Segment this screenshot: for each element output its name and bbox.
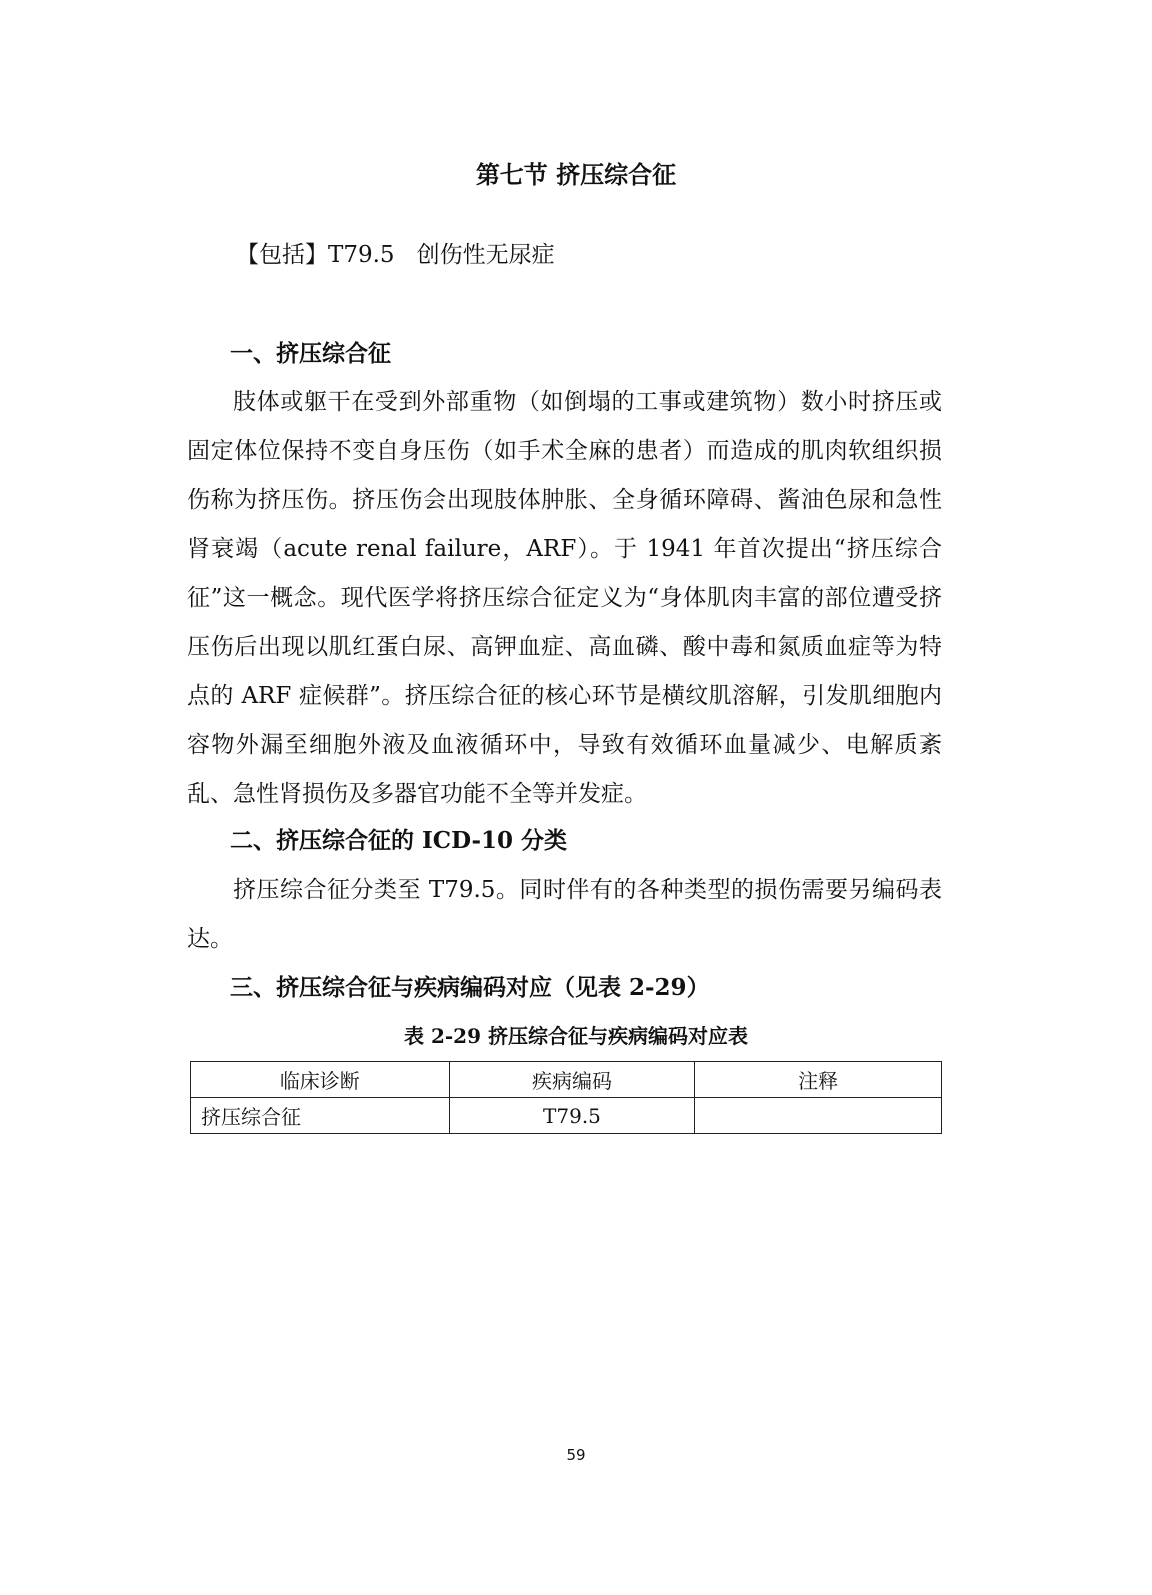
cell-notes xyxy=(695,1098,942,1134)
page-number: 59 xyxy=(566,1446,586,1464)
heading-overview: 一、挤压综合征 xyxy=(230,340,391,367)
heading-code-mapping: 三、挤压综合征与疾病编码对应（见表 2-29） xyxy=(230,974,710,1001)
heading-icd-classification: 二、挤压综合征的 ICD-10 分类 xyxy=(230,827,568,854)
paragraph-definition: 肢体或躯干在受到外部重物（如倒塌的工事或建筑物）数小时挤压或固定体位保持不变自身压伤（如手术全麻的患者）而造成的肌肉软组织损伤称为挤压伤。挤压伤会出现肢体肿胀、全身循环障碍、酱油色尿和急性肾衰竭（acute renal failure，ARF）。于 1941 年首次提出“挤压综合征”这一概念。现代医学将挤压综合征定义为“身体肌肉丰富的部位遭受挤压伤后出现以肌红蛋白尿、高钾血症、高血磷、酸中毒和氮质血症等为特点的 ARF 症候群”。挤压综合征的核心环节是横纹肌溶解，引发肌细胞内容物外漏至细胞外液及血液循环中，导致有效循环血量减少、电解质紊乱、急性肾损伤及多器官功能不全等并发症。 xyxy=(187,389,942,807)
includes-label: 【包括】T79.5 xyxy=(236,242,395,268)
header-disease-code: 疾病编码 xyxy=(449,1062,695,1098)
header-clinical-diagnosis: 临床诊断 xyxy=(191,1062,450,1098)
table-header-row xyxy=(191,1062,942,1098)
table-caption: 表 2-29 挤压综合征与疾病编码对应表 xyxy=(404,1024,748,1048)
header-notes: 注释 xyxy=(695,1062,942,1098)
cell-disease-code: T79.5 xyxy=(449,1098,695,1134)
table-row xyxy=(191,1098,942,1134)
includes-line xyxy=(236,238,555,272)
includes-text: 创伤性无尿症 xyxy=(416,242,555,268)
section-title: 第七节 挤压综合征 xyxy=(475,160,677,189)
cell-clinical-diagnosis: 挤压综合征 xyxy=(191,1098,450,1134)
code-mapping-table xyxy=(190,1061,942,1134)
paragraph-classification: 挤压综合征分类至 T79.5。同时伴有的各种类型的损伤需要另编码表达。 xyxy=(187,877,942,952)
